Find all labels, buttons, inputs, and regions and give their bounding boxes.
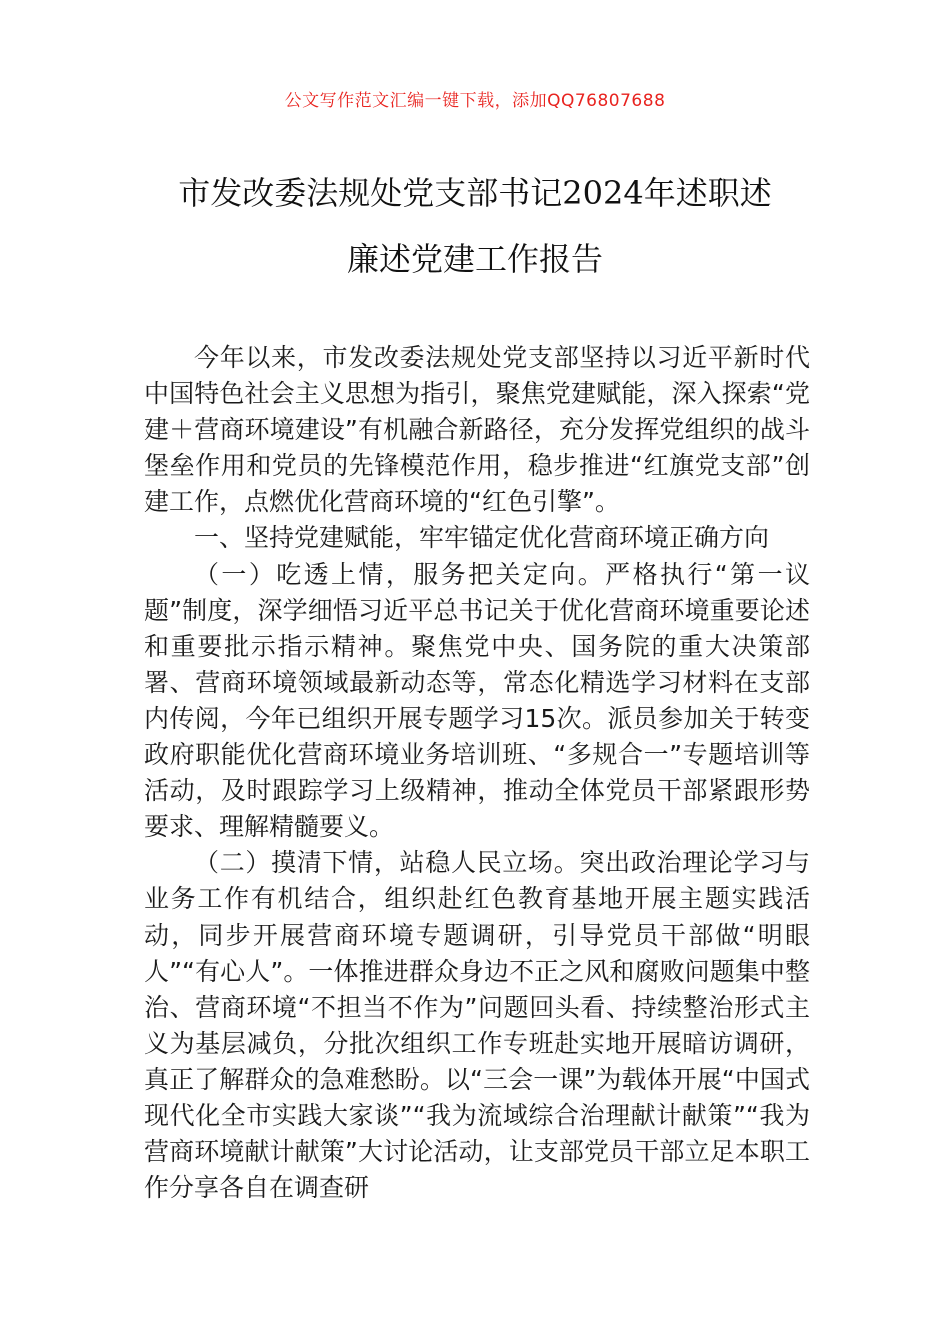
title-line-1: 市发改委法规处党支部书记2024年述职述 <box>178 174 772 212</box>
paragraph-subsection-2: （二）摸清下情，站稳人民立场。突出政治理论学习与业务工作有机结合，组织赴红色教育基地开展主题实践活动，同步开展营商环境专题调研，引导党员干部做“明眼人”“有心人”。一体推进群众身边不正之风和腐败问题集中整治、营商环境“不担当不作为”问题回头看、持续整治形式主义为基层减负，分批次组织工作专班赴实地开展暗访调研，真正了解群众的急难愁盼。以“三会一课”为载体开展“中国式现代化全市实践大家谈”“我为流域综合治理献计献策”“我为营商环境献计献策”大讨论活动，让支部党员干部立足本职工作分享各自在调查研 <box>144 848 810 1203</box>
title-line-2: 廉述党建工作报告 <box>346 240 603 278</box>
section-heading-1: 一、坚持党建赋能，牢牢锚定优化营商环境正确方向 <box>194 523 770 553</box>
paragraph-subsection-1: （一）吃透上情，服务把关定向。严格执行“第一议题”制度，深学细悟习近平总书记关于优化营商环境重要论述和重要批示指示精神。聚焦党中央、国务院的重大决策部署、营商环境领域最新动态等，常态化精选学习材料在支部内传阅，今年已组织开展专题学习15次。派员参加关于转变政府职能优化营商环境业务培训班、“多规合一”专题培训等活动，及时跟踪学习上级精神，推动全体党员干部紧跟形势要求、理解精髓要义。 <box>144 559 810 842</box>
paragraph-intro: 今年以来，市发改委法规处党支部坚持以习近平新时代中国特色社会主义思想为指引，聚焦党建赋能，深入探索“党建＋营商环境建设”有机融合新路径，充分发挥党组织的战斗堡垒作用和党员的先锋模范作用，稳步推进“红旗党支部”创建工作，点燃优化营商环境的“红色引擎”。 <box>144 343 810 517</box>
document-body <box>144 340 810 1206</box>
document-title <box>120 160 830 292</box>
download-banner: 公文写作范文汇编一键下载，添加QQ76807688 <box>284 91 666 111</box>
